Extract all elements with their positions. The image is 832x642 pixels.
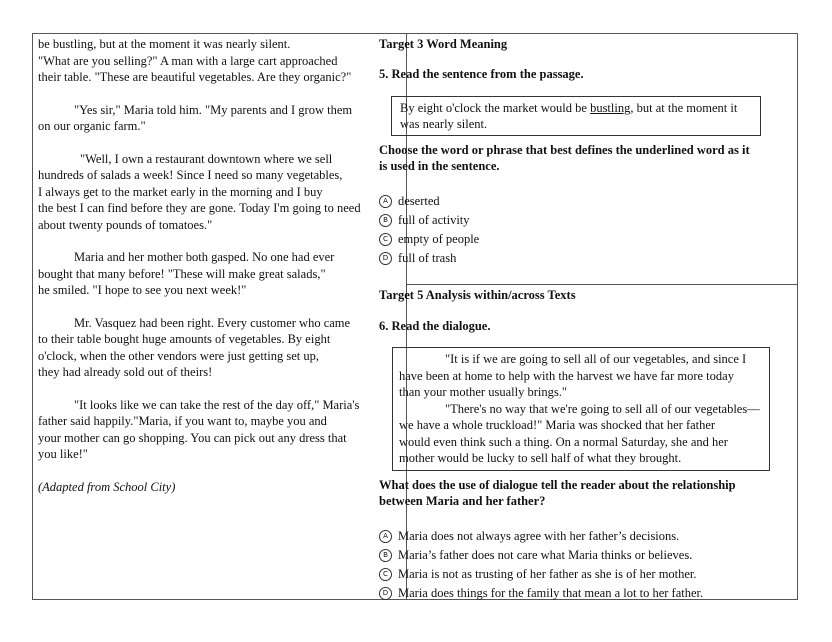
passage-line: hundreds of salads a week! Since I need so many vegetables, [38, 168, 343, 182]
passage-line: they had already sold out of theirs! [38, 365, 213, 379]
q6-option-d[interactable] [379, 584, 703, 603]
answer-bubble-icon[interactable]: A [379, 195, 392, 208]
option-text: empty of people [398, 232, 480, 246]
passage-paragraph [38, 315, 393, 381]
passage-paragraph [38, 249, 393, 299]
q5-sentence-start: By eight o'clock the market would be [400, 101, 591, 115]
option-text: Maria’s father does not care what Maria thinks or believes. [398, 548, 693, 562]
answer-bubble-icon[interactable]: D [379, 252, 392, 265]
passage-line: Mr. Vasquez had been right. Every customer who came [74, 315, 351, 330]
dialogue-line: have been at home to help with the harvest we have far more today [399, 368, 734, 383]
passage-line: the best I can find before they are gone. Today I'm going to need [38, 201, 361, 215]
passage-paragraph [38, 151, 393, 234]
answer-bubble-icon[interactable]: C [379, 233, 392, 246]
passage-paragraph [38, 102, 393, 135]
option-text: Maria is not as trusting of her father as she is of her mother. [398, 567, 697, 581]
answer-bubble-icon[interactable]: B [379, 549, 392, 562]
answer-bubble-icon[interactable]: C [379, 568, 392, 581]
q5-prompt-line: Choose the word or phrase that best defines the underlined word as it [379, 143, 750, 157]
passage-paragraph [38, 397, 393, 463]
dialogue-line: mother would be lucky to sell half of what they brought. [399, 451, 682, 465]
option-text: full of activity [398, 213, 470, 227]
dialogue-line: "It is if we are going to sell all of our vegetables, and since I [445, 352, 747, 366]
passage-line: o'clock, when the other vendors were just getting set up, [38, 348, 319, 363]
q5-option-d[interactable] [379, 249, 479, 268]
passage-line: be bustling, but at the moment it was nearly silent. [38, 37, 291, 51]
q5-option-b[interactable] [379, 211, 479, 230]
option-text: Maria does not always agree with her father’s decisions. [398, 529, 680, 543]
answer-bubble-icon[interactable]: D [379, 587, 392, 600]
passage-column [38, 36, 393, 495]
passage-line: Maria and her mother both gasped. No one had ever [74, 250, 335, 264]
q6-options [379, 527, 703, 603]
option-text: full of trash [398, 251, 457, 265]
q5-option-a[interactable] [379, 192, 479, 211]
passage-line: bought that many before! "These will make great salads," [38, 266, 326, 281]
answer-bubble-icon[interactable]: B [379, 214, 392, 227]
passage-paragraph [38, 36, 393, 86]
q6-target-heading: Target 5 Analysis within/across Texts [379, 288, 576, 302]
q5-target-heading: Target 3 Word Meaning [379, 37, 508, 51]
passage-line: on our organic farm." [38, 119, 146, 133]
passage-line: "Well, I own a restaurant downtown where we sell [80, 151, 333, 166]
passage-line: he smiled. "I hope to see you next week!" [38, 283, 247, 297]
q6-option-c[interactable] [379, 565, 703, 584]
worksheet-frame [32, 33, 798, 600]
q6-prompt [379, 477, 769, 509]
q5-options [379, 192, 479, 268]
passage-line: to their table bought huge amounts of vegetables. By eight [38, 332, 331, 346]
q6-option-a[interactable] [379, 527, 703, 546]
answer-bubble-icon[interactable]: A [379, 530, 392, 543]
dialogue-line: than your mother usually brings." [399, 385, 567, 399]
q6-option-b[interactable] [379, 546, 703, 565]
question-divider [406, 284, 797, 285]
q6-prompt-line: between Maria and her father? [379, 494, 546, 508]
q6-instruction: 6. Read the dialogue. [379, 319, 491, 333]
passage-line: about twenty pounds of tomatoes." [38, 217, 213, 232]
dialogue-line: we have a whole truckload!" Maria was shocked that her father [399, 418, 716, 432]
q6-dialogue-box [392, 347, 770, 471]
passage-line: I always get to the market early in the morning and I buy [38, 184, 323, 199]
question-5 [379, 36, 759, 265]
passage-line: father said happily."Maria, if you want to, maybe you and [38, 414, 327, 428]
q5-sentence-end: , but at the moment it [630, 101, 738, 115]
q5-prompt [379, 142, 769, 174]
passage-line: "It looks like we can take the rest of the day off," Maria's [74, 397, 360, 412]
dialogue-line: "There's no way that we're going to sell all of our vegetables— [445, 401, 760, 416]
passage-line: you like!" [38, 447, 88, 461]
q6-prompt-line: What does the use of dialogue tell the reader about the relationship [379, 478, 736, 492]
dialogue-line: would even think such a thing. On a normal Saturday, she and her [399, 434, 728, 449]
source-credit: (Adapted from School City) [38, 479, 176, 494]
q5-underlined-word: bustling [590, 101, 631, 115]
q5-sentence-line2: was nearly silent. [400, 117, 488, 131]
q5-sentence-box [391, 96, 761, 136]
question-6 [379, 287, 760, 600]
option-text: deserted [398, 194, 440, 208]
q5-option-c[interactable] [379, 230, 479, 249]
passage-line: your mother can go shopping. You can pick out any dress that [38, 430, 347, 445]
passage-line: "What are you selling?" A man with a large cart approached [38, 53, 338, 68]
q5-instruction: 5. Read the sentence from the passage. [379, 67, 584, 81]
option-text: Maria does things for the family that mean a lot to her father. [398, 586, 704, 600]
passage-line: "Yes sir," Maria told him. "My parents and I grow them [74, 102, 353, 117]
passage-line: their table. "These are beautiful vegetables. Are they organic?" [38, 70, 352, 84]
q5-prompt-line: is used in the sentence. [379, 159, 500, 173]
